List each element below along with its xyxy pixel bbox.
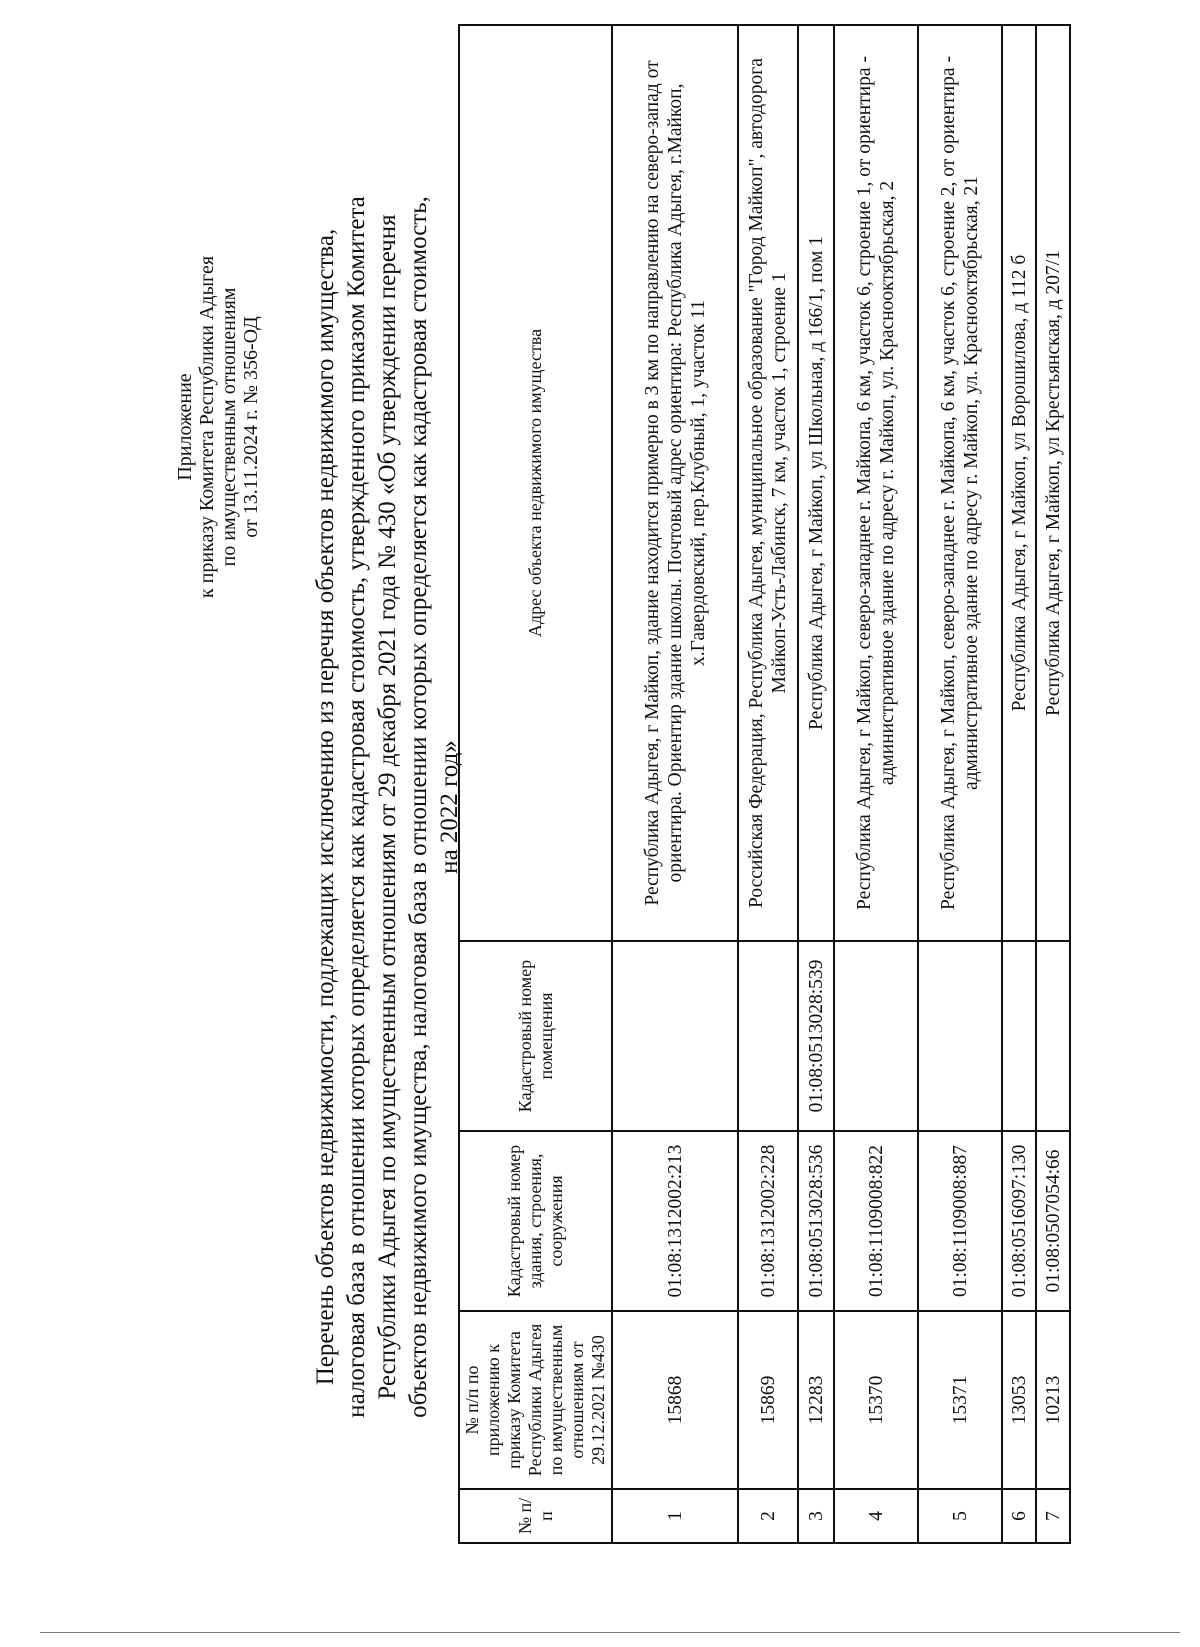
cell-building: 01:08:1109008:887 [918, 1131, 1002, 1311]
cell-ref: 10213 [1036, 1311, 1070, 1489]
table-row [738, 25, 798, 1543]
table-header-row [459, 25, 612, 1543]
cell-ref: 15370 [834, 1311, 918, 1489]
header-num: № п/п [459, 1489, 612, 1543]
cell-room [1036, 941, 1070, 1131]
table-row [612, 25, 738, 1543]
cell-ref: 15868 [612, 1311, 738, 1489]
cell-room [1002, 941, 1036, 1131]
table-row [834, 25, 918, 1543]
cell-room [738, 941, 798, 1131]
cell-num: 6 [1002, 1489, 1036, 1543]
cell-num: 3 [798, 1489, 834, 1543]
cell-ref: 15869 [738, 1311, 798, 1489]
annex-header [174, 247, 262, 607]
property-table [458, 24, 1071, 1544]
cell-address: Республика Адыгея, г Майкоп, северо-западнее г. Майкопа, 6 км, участок 6, строение 1, от ориентира - административное здание по адресу г. Майкоп, ул. Краснооктябрьская, 2 [834, 25, 918, 941]
cell-num: 7 [1036, 1489, 1070, 1543]
cell-address: Республика Адыгея, г Майкоп, ул Ворошилова, д 112 б [1002, 25, 1036, 941]
table-row [798, 25, 834, 1543]
cell-room [612, 941, 738, 1131]
table-row [1036, 25, 1070, 1543]
cell-room [834, 941, 918, 1131]
cell-num: 4 [834, 1489, 918, 1543]
cell-num: 1 [612, 1489, 738, 1543]
cell-num: 5 [918, 1489, 1002, 1543]
table-row [1002, 25, 1036, 1543]
header-building-cadastral: Кадастровый номер здания, строения, сооружения [459, 1131, 612, 1311]
annex-committee: по имущественным отношениям [218, 287, 240, 567]
scan-edge-line [40, 1632, 1180, 1633]
annex-title: Приложение [174, 373, 196, 481]
cell-ref: 15371 [918, 1311, 1002, 1489]
cell-room [918, 941, 1002, 1131]
cell-num: 2 [738, 1489, 798, 1543]
cell-building: 01:08:0513028:536 [798, 1131, 834, 1311]
cell-address: Республика Адыгея, г Майкоп, ул Крестьянская, д 207/1 [1036, 25, 1070, 941]
annex-date: от 13.11.2024 г. № 356-ОД [240, 316, 262, 538]
header-room-cadastral: Кадастровый номер помещения [459, 941, 612, 1131]
cell-building: 01:08:1312002:228 [738, 1131, 798, 1311]
cell-building: 01:08:1109008:822 [834, 1131, 918, 1311]
cell-address: Республика Адыгея, г Майкоп, здание находится примерно в 3 км по направлению на северо-запад от ориентира. Ориентир здание школы. Почтовый адрес ориентира: Республика Адыгея, г.Майкоп, х.Гавердовский, пер.Клубный, 1, участок 11 [612, 25, 738, 941]
cell-ref: 12283 [798, 1311, 834, 1489]
cell-ref: 13053 [1002, 1311, 1036, 1489]
cell-building: 01:08:1312002:213 [612, 1131, 738, 1311]
document-heading: Перечень объектов недвижимости, подлежащих исключению из перечня объектов недвижимого имущества, налоговая база в отношении которых определяется как кадастровая стоимость, утвержденного приказом Комитета Республики Адыгея по имущественным отношениям от 29 декабря 2021 года № 430 «Об утверждении перечня объектов недвижимого имущества, налоговая база в отношении которых определяется как кадастровая стоимость, на 2022 год» [312, 196, 463, 1418]
cell-building: 01:08:0516097:130 [1002, 1131, 1036, 1311]
cell-building: 01:08:0507054:66 [1036, 1131, 1070, 1311]
cell-address: Республика Адыгея, г Майкоп, ул Школьная, д 166/1, пом 1 [798, 25, 834, 941]
annex-order-ref: к приказу Комитета Республики Адыгея [196, 255, 218, 599]
table-row [918, 25, 1002, 1543]
cell-room: 01:08:0513028:539 [798, 941, 834, 1131]
header-ref: № п/п по приложению к приказу Комитета Республики Адыгея по имущественным отношениям от 29.12.2021 №430 [459, 1311, 612, 1489]
cell-address: Российская Федерация, Республика Адыгея, муниципальное образование "Город Майкоп", автодорога Майкоп-Усть-Лабинск, 7 км, участок 1, строение 1 [738, 25, 798, 941]
cell-address: Республика Адыгея, г Майкоп, северо-западнее г. Майкопа, 6 км, участок 6, строение 2, от ориентира - административное здание по адресу г. Майкоп, ул. Краснооктябрьская, 21 [918, 25, 1002, 941]
header-address: Адрес объекта недвижимого имущества [459, 25, 612, 941]
